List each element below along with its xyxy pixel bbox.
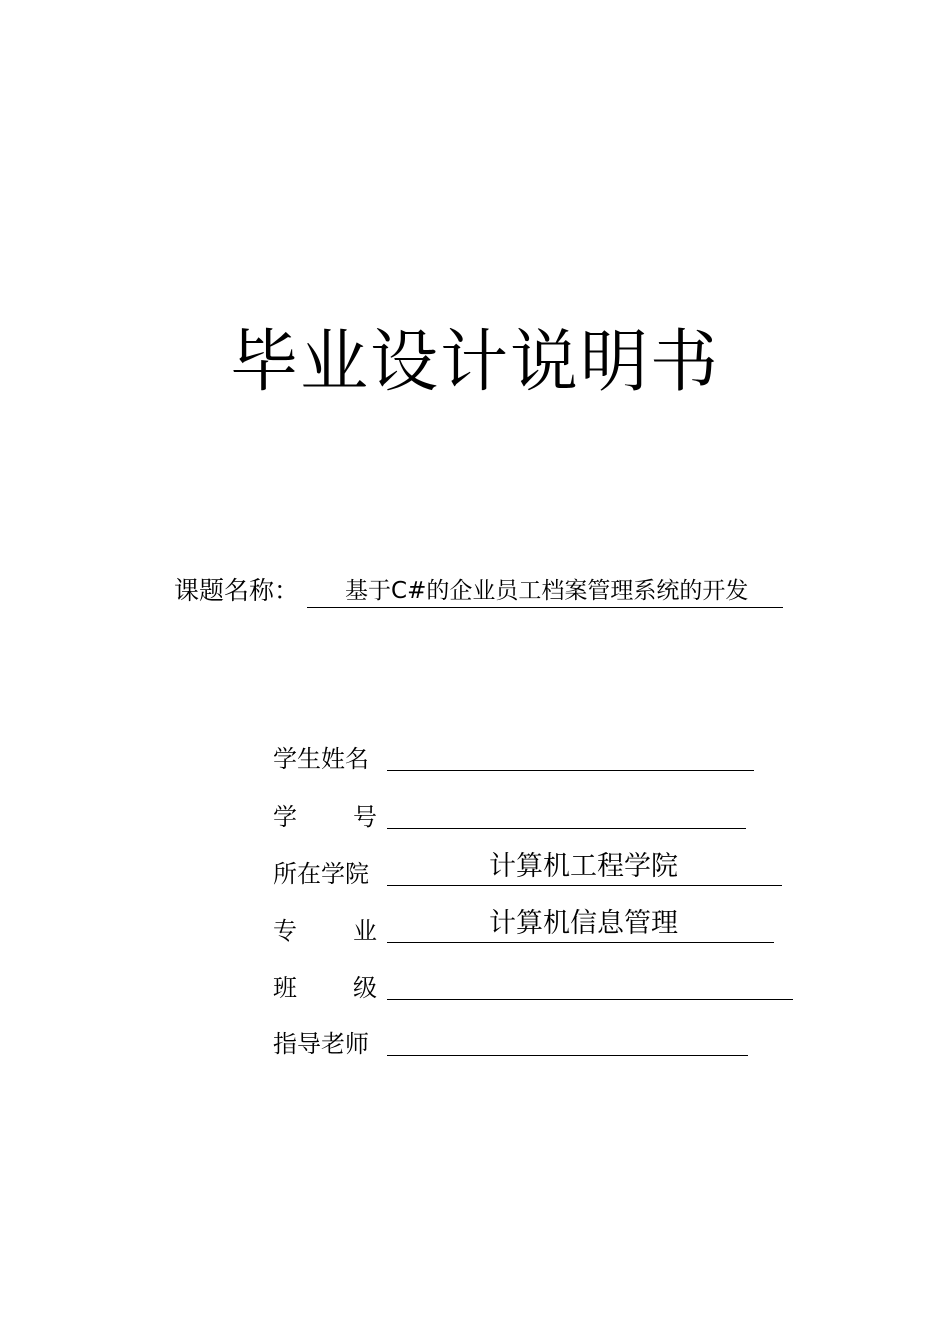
student-name-line xyxy=(387,770,754,771)
class-label xyxy=(273,971,377,1005)
class-label-char-2: 级 xyxy=(353,974,377,1002)
topic-value: 基于C#的企业员工档案管理系统的开发 xyxy=(307,575,783,608)
major-label xyxy=(273,914,377,948)
document-title: 毕业设计说明书 xyxy=(229,323,720,402)
advisor-line xyxy=(387,1055,748,1056)
student-id-label-char-2: 号 xyxy=(353,803,377,831)
college-line xyxy=(387,885,782,886)
major-label-char-2: 业 xyxy=(353,917,377,945)
advisor-label: 指导老师 xyxy=(273,1030,369,1058)
major-value: 计算机信息管理 xyxy=(489,908,678,939)
college-label: 所在学院 xyxy=(273,860,369,888)
topic-label: 课题名称： xyxy=(174,576,300,605)
student-name-label: 学生姓名 xyxy=(273,745,369,773)
major-line xyxy=(387,942,774,943)
student-id-line xyxy=(387,828,746,829)
student-id-label-char-1: 学 xyxy=(273,803,297,831)
class-line xyxy=(387,999,793,1000)
student-id-label xyxy=(273,800,377,834)
major-label-char-1: 专 xyxy=(273,917,297,945)
class-label-char-1: 班 xyxy=(273,974,297,1002)
college-value: 计算机工程学院 xyxy=(489,851,678,882)
topic-row xyxy=(174,574,783,608)
